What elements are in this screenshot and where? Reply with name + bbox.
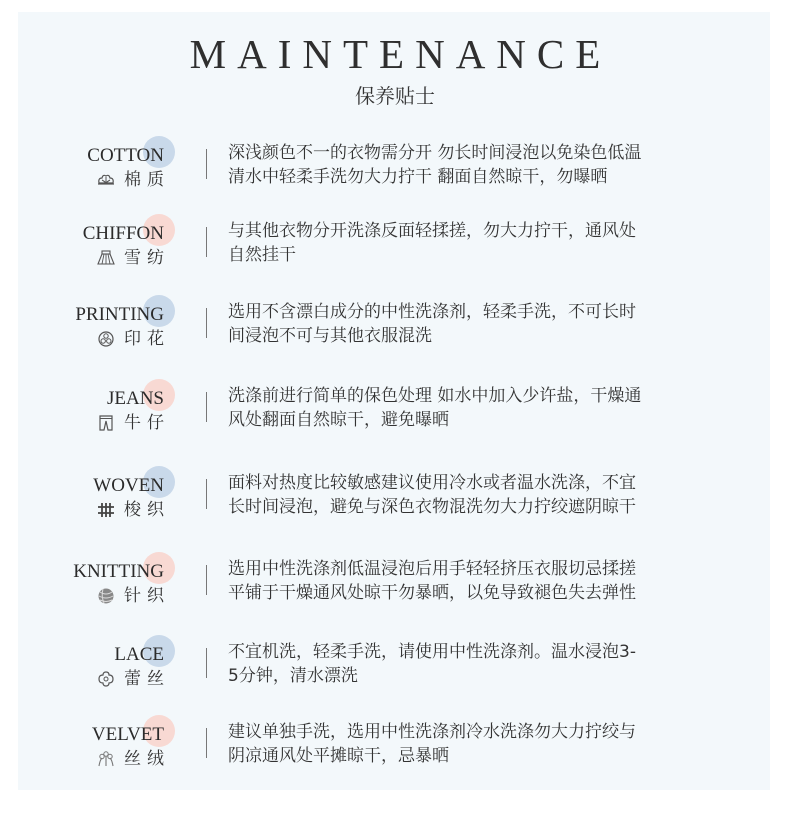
care-line: 清水中轻柔手洗勿大力拧干 翻面自然晾干，勿曝晒: [228, 167, 608, 187]
care-instructions: [228, 141, 728, 189]
yarn-icon: [96, 587, 116, 605]
fabric-row-jeans: [0, 382, 790, 452]
lace-icon: [96, 670, 116, 688]
fabric-name-cn-group: [96, 247, 170, 269]
fabric-name-cn: 雪纺: [124, 248, 170, 268]
divider: [206, 728, 207, 758]
fabric-name-cn: 棉质: [124, 170, 170, 190]
care-line: 长时间浸泡，避免与深色衣物混洗勿大力拧绞遮阴晾干: [228, 497, 636, 517]
care-line: 与其他衣物分开洗涤反面轻揉搓，勿大力拧干，通风处: [228, 221, 636, 241]
fabric-name-cn: 牛仔: [124, 413, 170, 433]
fabric-name-cn: 印花: [124, 329, 170, 349]
divider: [206, 648, 207, 678]
fabric-name-cn-group: [96, 585, 170, 607]
fabric-name-cn-group: [96, 748, 170, 770]
skirt-icon: [96, 249, 116, 267]
fabric-name-cn-group: [96, 169, 170, 191]
fabric-name-en: LACE: [114, 644, 164, 665]
fabric-name-cn: 针织: [124, 586, 170, 606]
care-instructions: [228, 384, 728, 432]
care-instructions: [228, 471, 728, 519]
divider: [206, 479, 207, 509]
care-instructions: [228, 720, 728, 768]
fabric-name-cn-group: [96, 668, 170, 690]
care-line: 选用不含漂白成分的中性洗涤剂，轻柔手洗，不可长时: [228, 302, 636, 322]
fabric-row-knitting: [0, 555, 790, 625]
fabric-name-cn-group: [96, 328, 170, 350]
fabric-name-en: CHIFFON: [82, 223, 164, 244]
woven-icon: [96, 501, 116, 519]
page-title: MAINTENANCE: [189, 31, 612, 77]
care-line: 5分钟，清水漂洗: [228, 666, 358, 686]
fabric-name-cn-group: [96, 499, 170, 521]
divider: [206, 308, 207, 338]
care-instructions: [228, 557, 728, 605]
print-icon: [96, 330, 116, 348]
care-line: 深浅颜色不一的衣物需分开 勿长时间浸泡以免染色低温: [228, 143, 642, 163]
fabric-name-en: KNITTING: [73, 561, 164, 582]
divider: [206, 392, 207, 422]
velvet-icon: [96, 750, 116, 768]
cotton-icon: [96, 171, 116, 189]
fabric-name-en: JEANS: [106, 388, 164, 409]
fabric-row-woven: [0, 469, 790, 539]
fabric-name-en: COTTON: [87, 145, 164, 166]
care-line: 洗涤前进行简单的保色处理 如水中加入少许盐，干燥通: [228, 386, 642, 406]
fabric-row-printing: [0, 298, 790, 368]
care-instructions: [228, 640, 728, 688]
fabric-name-en: PRINTING: [75, 304, 164, 325]
care-line: 建议单独手洗，选用中性洗涤剂冷水洗涤勿大力拧绞与: [228, 722, 636, 742]
fabric-row-chiffon: [0, 217, 790, 287]
care-line: 自然挂干: [228, 245, 296, 265]
care-line: 面料对热度比较敏感建议使用冷水或者温水洗涤，不宜: [228, 473, 636, 493]
care-instructions: [228, 300, 728, 348]
fabric-name-en: WOVEN: [93, 475, 164, 496]
jeans-icon: [96, 414, 116, 432]
care-instructions: [228, 219, 728, 267]
care-line: 不宜机洗，轻柔手洗，请使用中性洗涤剂。温水浸泡3-: [228, 642, 636, 662]
care-line: 间浸泡不可与其他衣服混洗: [228, 326, 432, 346]
page-subtitle: 保养贴士: [355, 84, 435, 108]
fabric-row-velvet: [0, 718, 790, 788]
care-line: 选用中性洗涤剂低温浸泡后用手轻轻挤压衣服切忌揉搓: [228, 559, 636, 579]
fabric-row-cotton: [0, 139, 790, 209]
divider: [206, 149, 207, 179]
care-line: 平铺于干燥通风处晾干勿暴晒，以免导致褪色失去弹性: [228, 583, 636, 603]
care-line: 风处翻面自然晾干，避免曝晒: [228, 410, 449, 430]
fabric-name-cn: 丝绒: [124, 749, 170, 769]
divider: [206, 565, 207, 595]
fabric-name-en: VELVET: [91, 724, 164, 745]
fabric-name-cn: 蕾丝: [124, 669, 170, 689]
divider: [206, 227, 207, 257]
care-line: 阴凉通风处平摊晾干，忌暴晒: [228, 746, 449, 766]
fabric-name-cn: 梭织: [124, 500, 170, 520]
fabric-row-lace: [0, 638, 790, 708]
fabric-name-cn-group: [96, 412, 170, 434]
